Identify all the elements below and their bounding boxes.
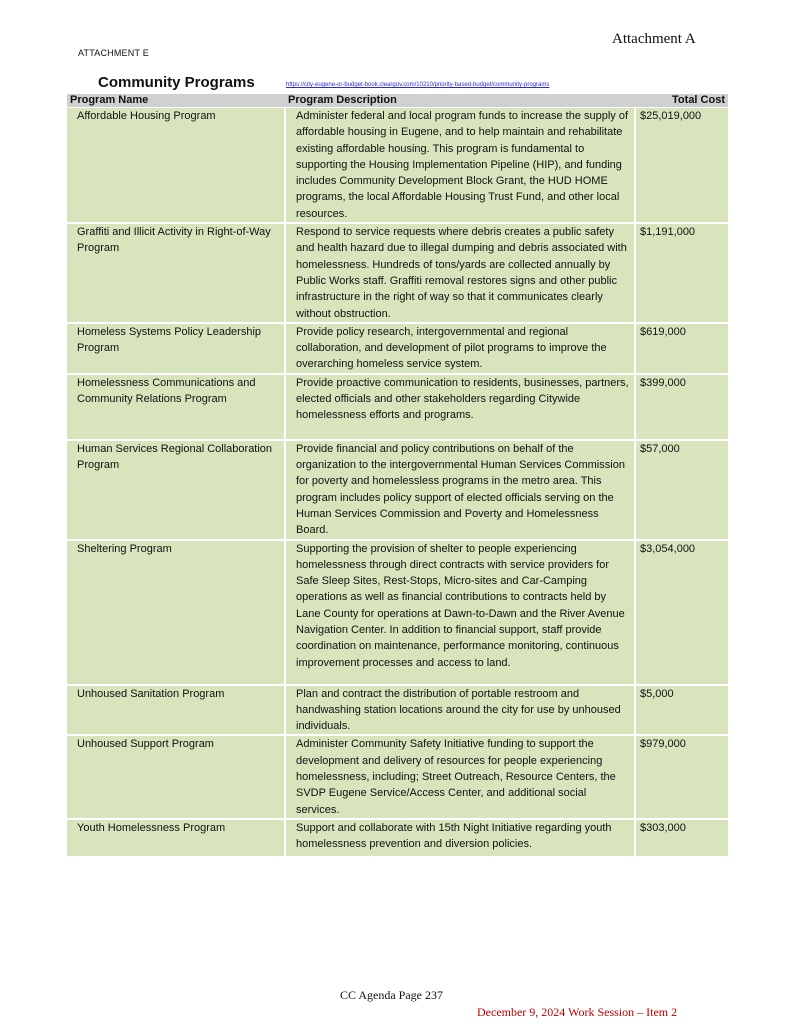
program-name: Homeless Systems Policy Leadership Program bbox=[67, 323, 285, 374]
program-description: Support and collaborate with 15th Night Initiative regarding youth homelessness prevention and diversion policies. bbox=[285, 819, 635, 857]
program-name: Unhoused Support Program bbox=[67, 735, 285, 818]
page-title: Community Programs bbox=[98, 74, 255, 91]
program-description: Plan and contract the distribution of portable restroom and handwashing station locations around the city for use by unhoused individuals. bbox=[285, 685, 635, 736]
program-name: Youth Homelessness Program bbox=[67, 819, 285, 857]
program-description: Supporting the provision of shelter to people experiencing homelessness through direct contracts with service providers for Safe Sleep Sites, Rest-Stops, Micro-sites and Car-Camping operations as well as financial contributions to contracts held by Lane County for operations at Dawn-to-Dawn and the River Avenue Navigation Center. In addition to financial support, staff provide coordination on maintenance, performance monitoring, continuous improvement processes and access to land. bbox=[285, 540, 635, 685]
program-name: Affordable Housing Program bbox=[67, 108, 285, 224]
table-row bbox=[67, 223, 728, 323]
program-description: Provide financial and policy contributions on behalf of the organization to the intergovernmental Human Services Commission for poverty and homelessless programs in the metro area. This program includes policy support of elected officials serving on the Human Services Commission and Poverty and Homelessness Board. bbox=[285, 440, 635, 540]
attachment-a-label: Attachment A bbox=[612, 31, 696, 47]
table-row bbox=[67, 374, 728, 440]
source-link[interactable]: https://city-eugene-or-budget-book.cleargov.com/10210/priority-based-budget/community-programs bbox=[286, 82, 550, 88]
program-cost: $5,000 bbox=[635, 685, 728, 736]
page-number: CC Agenda Page 237 bbox=[340, 988, 443, 1002]
table-row bbox=[67, 819, 728, 857]
program-description: Provide policy research, intergovernmental and regional collaboration, and development of pilot programs to improve the overarching homeless service system. bbox=[285, 323, 635, 374]
program-cost: $979,000 bbox=[635, 735, 728, 818]
column-header-description: Program Description bbox=[285, 94, 635, 108]
program-cost: $57,000 bbox=[635, 440, 728, 540]
table-row bbox=[67, 440, 728, 540]
program-cost: $303,000 bbox=[635, 819, 728, 857]
attachment-e-label: ATTACHMENT E bbox=[78, 48, 149, 58]
program-cost: $1,191,000 bbox=[635, 223, 728, 323]
table-row bbox=[67, 685, 728, 736]
program-name: Unhoused Sanitation Program bbox=[67, 685, 285, 736]
program-description: Administer Community Safety Initiative funding to support the development and delivery of resources for people experiencing homelessness, including; Street Outreach, Resource Centers, the SVDP Eugene Service/Access Center, and additional social services. bbox=[285, 735, 635, 818]
program-description: Provide proactive communication to residents, businesses, partners, elected officials and other stakeholders regarding Citywide homelessness efforts and programs. bbox=[285, 374, 635, 440]
column-header-cost: Total Cost bbox=[635, 94, 728, 108]
program-cost: $3,054,000 bbox=[635, 540, 728, 685]
program-cost: $25,019,000 bbox=[635, 108, 728, 224]
program-cost: $399,000 bbox=[635, 374, 728, 440]
program-name: Graffiti and Illicit Activity in Right-of-Way Program bbox=[67, 223, 285, 323]
program-name: Homelessness Communications and Community Relations Program bbox=[67, 374, 285, 440]
program-description: Respond to service requests where debris creates a public safety and health hazard due to illegal dumping and debris associated with homelessness. Hundreds of tons/yards are collected annually by Public Works staff. Graffiti removal restores signs and other public infrastructure in the right of way so that it communicates clearly without obstruction. bbox=[285, 223, 635, 323]
program-cost: $619,000 bbox=[635, 323, 728, 374]
program-name: Human Services Regional Collaboration Program bbox=[67, 440, 285, 540]
program-name: Sheltering Program bbox=[67, 540, 285, 685]
column-header-name: Program Name bbox=[67, 94, 285, 108]
programs-table bbox=[67, 94, 728, 858]
table-header-row bbox=[67, 94, 728, 108]
table-row bbox=[67, 323, 728, 374]
session-label: December 9, 2024 Work Session – Item 2 bbox=[477, 1005, 678, 1019]
table-row bbox=[67, 735, 728, 818]
program-description: Administer federal and local program funds to increase the supply of affordable housing in Eugene, and to help maintain and rehabilitate existing affordable housing. This program is fundamental to supporting the Housing Implementation Pipeline (HIP), and funding includes Community Development Block Grant, the HUD HOME programs, the local Affordable Housing Trust Fund, and other local resources. bbox=[285, 108, 635, 224]
table-row bbox=[67, 108, 728, 224]
table-row bbox=[67, 540, 728, 685]
